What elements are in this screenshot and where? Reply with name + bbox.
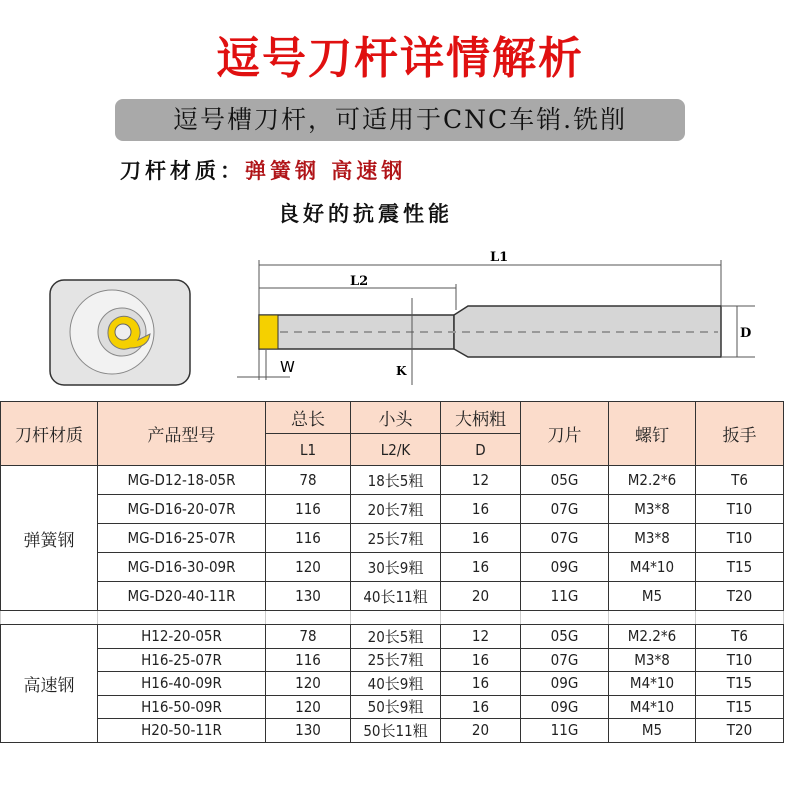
L2K-cell: 25长7粗 [351,524,441,553]
header-small-head: 小头 [351,402,441,434]
insert-cell: 09G [521,672,609,696]
header-L1: L1 [266,434,351,466]
model-cell: MG-D12-18-05R [98,466,266,495]
header-shank: 大柄粗 [441,402,521,434]
L2K-cell: 30长9粗 [351,553,441,582]
table-row [1,672,784,696]
label-L2: L2 [350,274,369,289]
end-view-illustration [50,280,190,385]
D-cell: 16 [441,695,521,719]
insert-cell: 11G [521,719,609,743]
header-material: 刀杆材质 [1,402,98,466]
D-cell: 20 [441,719,521,743]
L1-cell: 78 [266,466,351,495]
L2K-cell: 20长7粗 [351,495,441,524]
model-cell: H16-25-07R [98,648,266,672]
L1-cell: 120 [266,672,351,696]
L1-cell: 120 [266,553,351,582]
group-spacer [1,611,784,625]
header-D: D [441,434,521,466]
wrench-cell: T15 [696,695,784,719]
screw-cell: M3*8 [609,495,696,524]
insert-cell: 09G [521,553,609,582]
wrench-cell: T10 [696,495,784,524]
model-cell: H16-40-09R [98,672,266,696]
wrench-cell: T10 [696,648,784,672]
L2K-cell: 18长5粗 [351,466,441,495]
performance-text: 良好的抗震性能 [278,201,453,226]
wrench-cell: T20 [696,719,784,743]
tool-diagram [0,240,800,395]
wrench-cell: T20 [696,582,784,611]
L1-cell: 116 [266,648,351,672]
screw-cell: M5 [609,719,696,743]
L2K-cell: 20长5粗 [351,625,441,649]
table-row [1,625,784,649]
model-cell: H12-20-05R [98,625,266,649]
screw-cell: M2.2*6 [609,625,696,649]
model-cell: MG-D16-25-07R [98,524,266,553]
D-cell: 12 [441,466,521,495]
side-view-illustration [237,260,755,385]
D-cell: 16 [441,648,521,672]
L2K-cell: 50长9粗 [351,695,441,719]
L1-cell: 130 [266,582,351,611]
screw-cell: M5 [609,582,696,611]
L2K-cell: 40长11粗 [351,582,441,611]
table-row [1,524,784,553]
L1-cell: 116 [266,495,351,524]
L1-cell: 120 [266,695,351,719]
material-cell: 弹簧钢 [1,466,98,611]
screw-cell: M3*8 [609,648,696,672]
spacer-cell [351,611,441,625]
wrench-cell: T10 [696,524,784,553]
table-row [1,553,784,582]
label-W: W [280,358,295,376]
spacer-cell [441,611,521,625]
wrench-cell: T6 [696,466,784,495]
header-L2K: L2/K [351,434,441,466]
material-line [120,155,406,185]
label-K: K [396,364,407,378]
header-insert: 刀片 [521,402,609,466]
L2K-cell: 50长11粗 [351,719,441,743]
table-row [1,582,784,611]
page-title: 逗号刀杆详情解析 [216,33,584,84]
insert-cell: 09G [521,695,609,719]
wrench-cell: T15 [696,553,784,582]
material-cell: 高速钢 [1,625,98,743]
model-cell: MG-D16-30-09R [98,553,266,582]
L1-cell: 116 [266,524,351,553]
screw-cell: M2.2*6 [609,466,696,495]
D-cell: 12 [441,625,521,649]
wrench-cell: T15 [696,672,784,696]
feature-banner: 逗号槽刀杆，可适用于CNC车销.铣削 [115,99,685,141]
screw-cell: M4*10 [609,672,696,696]
spacer-cell [266,611,351,625]
D-cell: 16 [441,553,521,582]
header-model: 产品型号 [98,402,266,466]
label-D: D [740,326,752,341]
L1-cell: 130 [266,719,351,743]
wrench-cell: T6 [696,625,784,649]
screw-cell: M4*10 [609,553,696,582]
model-cell: MG-D16-20-07R [98,495,266,524]
table-row [1,495,784,524]
screw-cell: M4*10 [609,695,696,719]
header-total-length: 总长 [266,402,351,434]
header-wrench: 扳手 [696,402,784,466]
L2K-cell: 25长7粗 [351,648,441,672]
spacer-cell [98,611,266,625]
label-L1: L1 [490,250,509,265]
insert-cell: 07G [521,524,609,553]
material-label: 刀杆材质： [120,158,245,183]
table-row [1,648,784,672]
insert-cell: 11G [521,582,609,611]
table-row [1,719,784,743]
D-cell: 16 [441,524,521,553]
spacer-cell [696,611,784,625]
insert-cell: 05G [521,625,609,649]
table-row [1,466,784,495]
screw-cell: M3*8 [609,524,696,553]
model-cell: MG-D20-40-11R [98,582,266,611]
table-row [1,695,784,719]
model-cell: H16-50-09R [98,695,266,719]
model-cell: H20-50-11R [98,719,266,743]
insert-cell: 05G [521,466,609,495]
header-screw: 螺钉 [609,402,696,466]
L1-cell: 78 [266,625,351,649]
insert-cell: 07G [521,495,609,524]
D-cell: 16 [441,495,521,524]
L2K-cell: 40长9粗 [351,672,441,696]
spacer-cell [1,611,98,625]
D-cell: 20 [441,582,521,611]
D-cell: 16 [441,672,521,696]
insert-cell: 07G [521,648,609,672]
spacer-cell [609,611,696,625]
spec-table [0,401,784,743]
spacer-cell [521,611,609,625]
material-values: 弹簧钢 高速钢 [245,158,407,183]
